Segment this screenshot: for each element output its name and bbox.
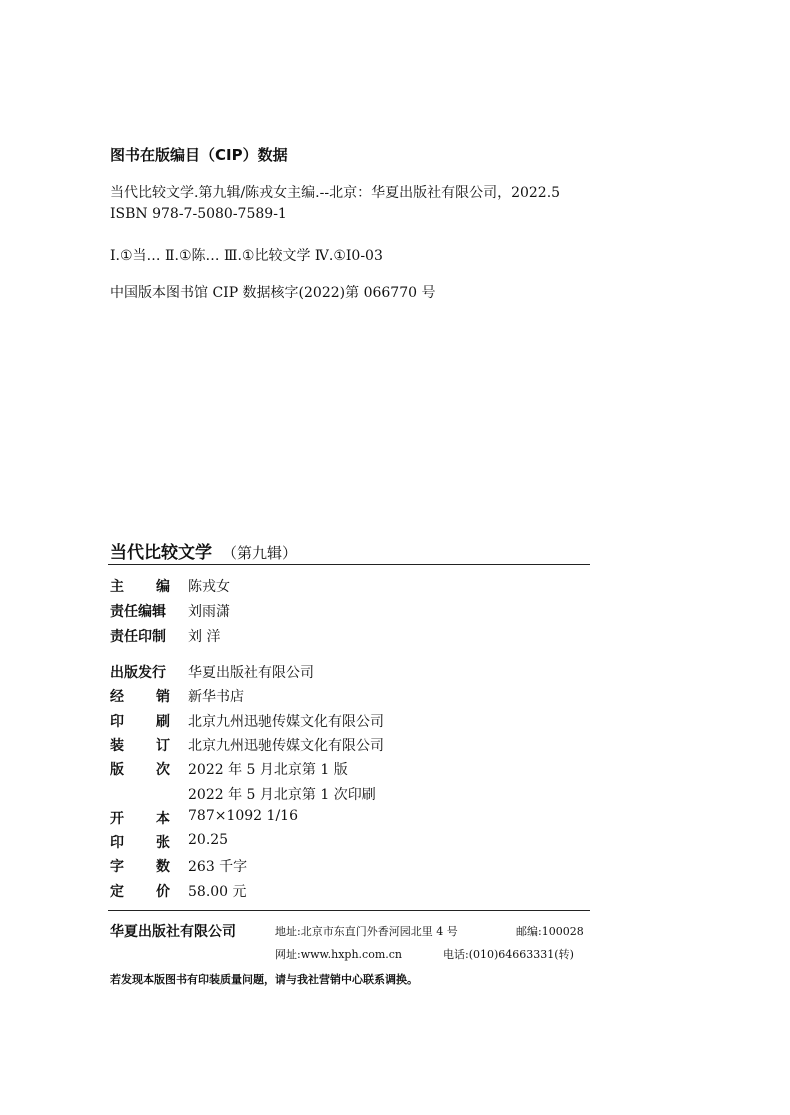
detail-value: 263 千字 [188,859,248,876]
detail-value: 2022 年 5 月北京第 1 版 [188,762,348,779]
detail-label-part: 销 [156,689,170,706]
detail-label-part: 印 [110,713,124,730]
book-title-main: 当代比较文学 [110,543,212,563]
detail-label [110,662,170,682]
footer-rule [108,910,590,911]
detail-label [110,784,170,804]
detail-label [110,856,170,876]
credit-label-part: 编 [156,579,170,595]
detail-row [110,832,228,852]
detail-label-part: 开 [110,810,124,827]
title-rule [108,564,590,565]
credit-label-part: 责任编辑 [110,604,166,620]
detail-label-part: 定 [110,883,124,900]
publisher-address: 地址:北京市东直门外香河园北里 4 号 [275,925,458,938]
credit-value: 陈戎女 [188,579,230,595]
detail-label-part: 本 [156,810,170,827]
detail-row [110,856,247,876]
cip-heading: 图书在版编目（CIP）数据 [110,146,288,164]
cip-line-classification: Ⅰ.①当… Ⅱ.①陈… Ⅲ.①比较文学 Ⅳ.①I0-03 [110,248,383,264]
detail-label [110,686,170,706]
book-title [110,538,297,563]
publisher-website: 网址:www.hxph.com.cn [275,948,403,961]
detail-label [110,759,170,779]
detail-row [110,711,384,731]
credit-label-part: 责任印制 [110,629,166,645]
detail-label [110,832,170,852]
detail-value: 2022 年 5 月北京第 1 次印刷 [188,786,376,803]
detail-label-part: 印 [110,835,124,852]
detail-value: 北京九州迅驰传媒文化有限公司 [188,737,384,754]
detail-label-part: 次 [156,762,170,779]
detail-row [110,662,314,682]
detail-value: 58.00 元 [188,883,247,900]
cip-line-isbn: ISBN 978-7-5080-7589-1 [110,206,287,222]
detail-value: 新华书店 [188,689,244,706]
detail-label-part: 订 [156,737,170,754]
detail-value: 20.25 [188,832,229,849]
detail-label [110,711,170,731]
detail-row [110,808,298,828]
cip-line-record-number: 中国版本图书馆 CIP 数据核字(2022)第 066770 号 [110,285,436,301]
credit-label-part: 主 [110,579,124,595]
detail-label [110,881,170,901]
detail-label-part: 经 [110,689,124,706]
detail-label-part: 出版发行 [110,665,166,681]
publisher-postcode: 邮编:100028 [516,925,584,938]
publisher-name: 华夏出版社有限公司 [110,924,236,940]
detail-label [110,735,170,755]
detail-value: 787×1092 1/16 [188,807,298,824]
cip-line-title: 当代比较文学.第九辑/陈戎女主编.--北京：华夏出版社有限公司，2022.5 [110,185,561,201]
detail-row [110,759,348,779]
detail-label-part: 装 [110,737,124,754]
detail-label-part: 张 [156,835,170,852]
detail-value: 华夏出版社有限公司 [188,665,314,681]
detail-label-part: 价 [156,883,170,900]
publisher-phone: 电话:(010)64663331(转) [443,948,574,961]
detail-label [110,808,170,828]
detail-value: 北京九州迅驰传媒文化有限公司 [188,713,384,730]
credit-value: 刘雨潇 [188,604,230,620]
credit-row [110,626,220,646]
credit-label [110,626,170,646]
detail-label-part: 数 [156,859,170,876]
credit-value: 刘 洋 [188,629,221,645]
detail-row [110,735,384,755]
quality-notice: 若发现本版图书有印装质量问题，请与我社营销中心联系调换。 [110,973,418,986]
detail-row [110,686,244,706]
detail-label-part: 字 [110,859,124,876]
detail-row [110,881,247,901]
credit-row [110,576,230,596]
credit-label [110,601,170,621]
credit-label [110,576,170,596]
credit-row [110,601,230,621]
book-title-volume: （第九辑） [222,544,298,562]
detail-label-part: 刷 [156,713,170,730]
detail-label-part: 版 [110,762,124,779]
detail-row [110,784,376,804]
